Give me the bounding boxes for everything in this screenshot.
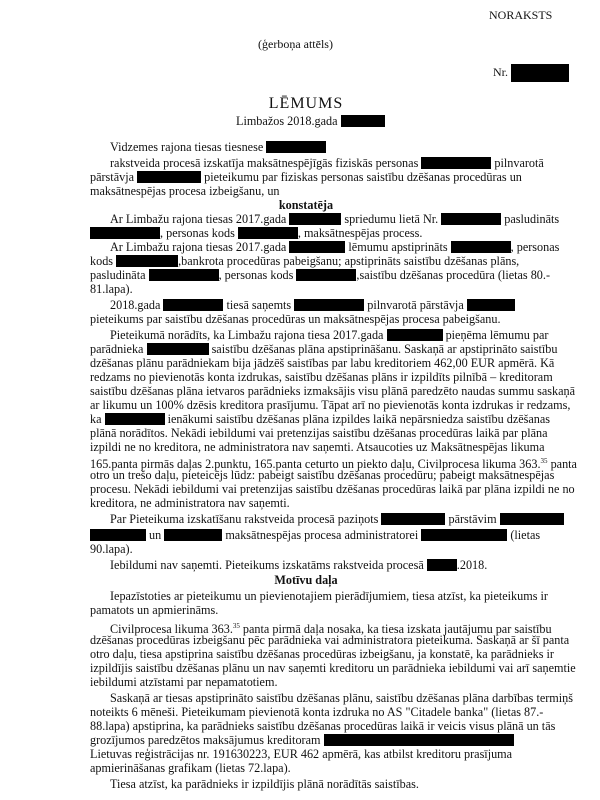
redaction — [137, 171, 201, 183]
text-line: izpildījis saistību dzēšanas plānu un nav saņemti kreditoru un parādnieka iebildumi vai arī saņemtie — [90, 661, 576, 675]
redaction — [381, 513, 445, 525]
text-line: 81.lapa). — [90, 282, 133, 296]
text-line: kreditora, ne administratora nav saņemti. — [90, 496, 290, 510]
text-line: 2018.gada tiesā saņemts pilnvarotā pārstāvja — [90, 298, 522, 312]
redaction — [90, 227, 160, 239]
redaction — [266, 141, 326, 153]
redaction — [116, 255, 178, 267]
text-line: procesu. Nekādi iebildumi vai pretenzijas saistību dzēšanas procedūras laikā par plāna izpildi ne no — [90, 482, 575, 496]
text-line: Ar Limbažu rajona tiesas 2017.gada lēmumu apstiprināts , personas — [110, 240, 560, 254]
redaction — [163, 299, 223, 311]
page-title: LĒMUMS — [268, 95, 344, 112]
redaction — [294, 299, 364, 311]
redaction — [296, 269, 356, 281]
text-line: Saskaņā ar tiesas apstiprināto saistību dzēšanas plānu, saistību dzēšanas plāna darbības termiņš — [110, 691, 574, 705]
text-line: otro un trešo daļu, pieteicējs lūdz: pabeigt saistību dzēšanas procedūru; pabeigt maksātnespējas — [90, 468, 555, 482]
redaction — [324, 734, 514, 746]
redaction — [451, 241, 511, 253]
redaction — [164, 529, 222, 541]
redaction — [511, 64, 569, 82]
redaction — [105, 413, 165, 425]
text-line: Tiesa atzīst, ka parādnieks ir izpildījis plānā norādītās saistības. — [110, 777, 419, 791]
text-line: parādnieka saistību dzēšanas plāna apstiprināšanu. Saskaņā ar apstiprināto saistību — [90, 342, 558, 356]
text-line: plānā norādītos. Nekādi iebildumi vai pretenzijas saistību dzēšanas procedūras laikā par plāna — [90, 426, 548, 440]
redaction — [289, 241, 345, 253]
place-date: Limbažos 2018.gada — [236, 114, 385, 129]
copy-label: NORAKSTS — [489, 8, 553, 22]
redaction — [387, 329, 443, 341]
text-line: 165.panta pirmās daļas 2.punktu, 165.panta ceturto un piekto daļu, Civilprocesa likuma 363.35 panta — [90, 457, 577, 472]
text-line: dzēšanas procedūras izbeigšanu pēc parādnieka vai administratora pieteikuma. Saskaņā ar šī panta — [90, 633, 570, 647]
text-line: Iebildumi nav saņemti. Pieteikums izskatāms rakstveida procesā .2018. — [110, 558, 488, 572]
text-line: saistību dzēšanas plāna ietvaros parādnieks izmaksājis visu plānā paredzēto naudas summu saskaņā — [90, 384, 575, 398]
redaction — [421, 157, 491, 169]
emblem-placeholder: (ģerboņa attēls) — [258, 37, 333, 51]
redaction — [289, 213, 341, 225]
section-heading-motivu: Motīvu daļa — [274, 573, 338, 587]
text-line: Vidzemes rajona tiesas tiesnese — [90, 140, 522, 154]
text-line: redzams no pievienotās konta izdrukas, saistību dzēšanas plāns ir izpildīts pilnībā – kreditoram — [90, 370, 553, 384]
redaction — [341, 115, 385, 127]
text-line: un maksātnespējas procesa administratorei (lietas — [90, 528, 522, 542]
text-line: rakstveida procesā izskatīja maksātnespējīgās fiziskās personas pilnvarotā — [110, 156, 544, 170]
text-line: pasludināta , personas kods ,saistību dzēšanas procedūra (lietas 80.- — [90, 268, 550, 282]
text-line: Iepazīstoties ar pieteikumu un pievienotajiem pierādījumiem, tiesa atzīst, ka pieteikums ir — [110, 589, 548, 603]
text-line: dzēšanas plānu parādniekam bija jādzēš saistības par labu kreditoriem 462,00 EUR apmērā. Kā — [90, 356, 555, 370]
text-line: pieteikums par saistību dzēšanas procedūras un maksātnespējas procesa pabeigšanu. — [90, 312, 501, 326]
text-line: 90.lapa). — [90, 542, 133, 556]
redaction — [427, 559, 457, 571]
text-line: ka ienākumi saistību dzēšanas plāna izpildes laikā nepārsniedza saistību dzēšanas — [90, 412, 551, 426]
text-line: grozījumos paredzētos maksājumus kreditoram — [90, 733, 522, 747]
text-line: pamatots un apmierināms. — [90, 603, 219, 617]
text-line: 88.lapa) apstiprina, ka parādnieks saistību dzēšanas procedūras laikā ir veicis visus plānā un tās — [90, 719, 556, 733]
redaction — [238, 227, 298, 239]
redaction — [90, 529, 146, 541]
redaction — [441, 213, 501, 225]
text-line: Lietuvas reģistrācijas nr. 191630223, EUR 462 apmērā, kas atbilst kreditoru prasījuma — [90, 747, 513, 761]
text-line: noteikts 6 mēneši. Pieteikumam pievienotā konta izdruka no AS "Citadele banka" (lietas 87.- — [90, 705, 544, 719]
document-number: Nr. — [493, 64, 569, 82]
text-line: Pieteikumā norādīts, ka Limbažu rajona tiesa 2017.gada pieņēma lēmumu par — [110, 328, 549, 342]
text-line: , personas kods , maksātnespējas process. — [90, 226, 522, 240]
redaction — [500, 513, 564, 525]
text-line: Par Pieteikuma izskatīšanu rakstveida procesā paziņots pārstāvim — [90, 512, 522, 526]
text-line: ar likumu un 100% dzēsis kreditora prasījumu. Tāpat arī no pievienotās konta izdrukas ir redzams, — [90, 398, 571, 412]
text-line: otro daļu, tiesa apstiprina saistību dzēšanas procedūras izbeigšanu, ja konstatē, ka parādnieks ir — [90, 647, 554, 661]
text-line: apmierināšanas grafikam (lietas 72.lapa). — [90, 761, 291, 775]
text-line: izpildi ne no kreditora, ne administratora nav saņemti. Atsaucoties uz Maksātnespējas likuma — [90, 440, 545, 454]
redaction — [149, 269, 219, 281]
text-line: maksātnespējas procesa izbeigšanu, un — [90, 184, 280, 198]
redaction — [467, 299, 515, 311]
text-line: kods ,bankrota procedūras pabeigšanu; apstiprināts saistību dzēšanas plāns, — [90, 254, 520, 268]
redaction — [421, 529, 507, 541]
text-line: iebildumi atzīstami par nepamatotiem. — [90, 675, 278, 689]
section-heading-konstateja: konstatēja — [278, 198, 334, 212]
redaction — [147, 343, 209, 355]
text-line: pārstāvja pieteikumu par fiziskas personas saistību dzēšanas procedūras un — [90, 170, 522, 184]
text-line: Ar Limbažu rajona tiesas 2017.gada spriedumu lietā Nr. pasludināts — [110, 212, 560, 226]
text-line: Civilprocesa likuma 363.35 panta pirmā daļa nosaka, ka tiesa izskata jautājumu par saistību — [110, 622, 552, 637]
